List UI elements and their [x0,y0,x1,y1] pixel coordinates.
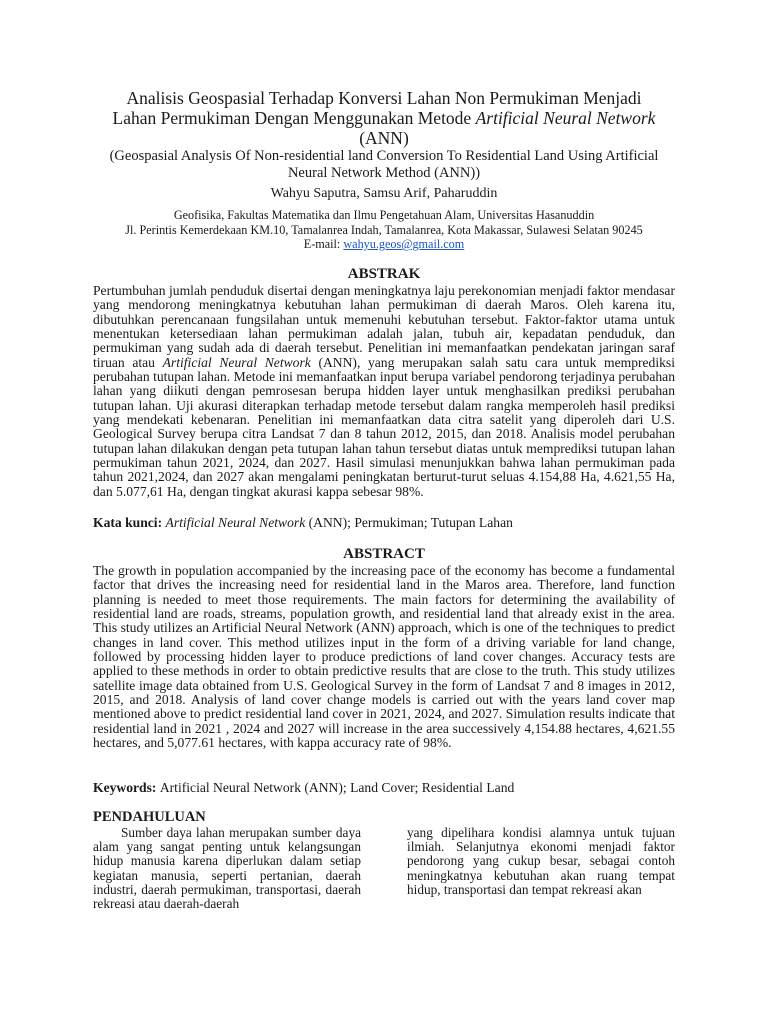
abstrak-text-italic: Artificial Neural Network [162,354,311,370]
section-heading-pendahuluan: PENDAHULUAN [93,809,206,825]
abstract-text: The growth in population accompanied by the increasing pace of the economy has become a fundamental factor that drives the increasing need for residential land in the Maros area. Therefore, land function planning is needed to meet those requirements. The main factors for determining the availability of residential land are roads, streams, population growth, and residential land that already exist in the area. This study utilizes an Artificial Neural Network (ANN) approach, which is one of the techniques to predict changes in land cover. This method utilizes input in the form of a driving variable for land change, followed by processing hidden layer to produce predictions of land cover changes. Accuracy tests are applied to these methods in order to obtain predictive results that are close to the truth. This study utilizes satellite image data obtained from U.S. Geological Survey in the form of Landsat 7 and 8 images in 2012, 2015, and 2018. Analysis of land cover change models is carried out with the years land cover map mentioned above to predict residential land cover in 2021, 2024, and 2027. Simulation results indicate that residential land in 2021 , 2024 and 2027 will increase in the area successively 4,154.88 hectares, 4,621.55 hectares, and 5,077.61 hectares, with kappa accuracy rate of 98%. [93,563,675,751]
abstrak-keywords [93,515,675,530]
abstrak-keywords-label: Kata kunci: [93,515,166,530]
abstrak-keywords-rest: (ANN); Permukiman; Tutupan Lahan [305,515,513,530]
address: Jl. Perintis Kemerdekaan KM.10, Tamalanrea Indah, Tamalanrea, Kota Makassar, Sulawesi Selatan 90245 [125,222,643,237]
title-line-2-italic: Artificial Neural Network [475,108,656,128]
abstract-keywords [93,780,675,795]
title-line-2: Lahan Permukiman Dengan Menggunakan Metode [112,108,476,128]
paper-title [96,88,672,148]
affiliation-block [60,208,708,252]
pendahuluan-column-left: Sumber daya lahan merupakan sumber daya alam yang sangat penting untuk kelangsungan hidup manusia karena diperlukan dalam setiap kegiatan manusia, seperti pertanian, daerah industri, daerah permukiman, transportasi, daerah rekreasi atau daerah-daerah [93,825,361,912]
title-line-1: Analisis Geospasial Terhadap Konversi Lahan Non Permukiman Menjadi [126,88,642,108]
abstract-heading: ABSTRACT [343,546,425,562]
title-line-3: (ANN) [359,128,409,148]
abstract-keywords-rest: Artificial Neural Network (ANN); Land Cover; Residential Land [159,780,515,795]
abstrak-keywords-italic: Artificial Neural Network [165,515,306,530]
abstrak-text [93,284,675,499]
abstrak-text-part-2: (ANN), yang merupakan salah satu cara untuk memprediksi perubahan tutupan lahan. Metode ini memanfaatkan input berupa variabel pendorong terjadinya perubahan lahan yang diikuti dengan pemrosesan berupa hidden layer untuk menghasilkan prediksi perubahan tutupan lahan. Uji akurasi diterapkan terhadap metode tersebut dalam rangka memperoleh hasil prediksi yang mendekati kebenaran. Penelitian ini memanfaatkan data citra satelit yang diperoleh dari U.S. Geological Survey berupa citra Landsat 7 dan 8 tahun 2012, 2015, dan 2018. Analisis model perubahan tutupan lahan dilakukan dengan peta tutupan lahan tahun tersebut diatas untuk memprediksi tutupan lahan permukiman tahun 2021, 2024, dan 2027. Hasil simulasi menunjukkan bahwa lahan permukiman pada tahun 2021,2024, dan 2027 akan mengalami peningkatan berturut-turut seluas 4.154,88 Ha, 4.621,55 Ha, dan 5.077,61 Ha, dengan tingkat akurasi kappa sebesar 98%. [93,354,675,499]
abstrak-heading: ABSTRAK [347,266,421,282]
abstract-keywords-label: Keywords: [93,780,160,795]
email-label: E-mail: [303,237,344,251]
email-link[interactable]: wahyu.geos@gmail.com [343,237,465,251]
institution: Geofisika, Fakultas Matematika dan Ilmu Pengetahuan Alam, Universitas Hasanuddin [173,208,595,222]
author-list: Wahyu Saputra, Samsu Arif, Paharuddin [270,186,498,201]
pendahuluan-column-right: yang dipelihara kondisi alamnya untuk tujuan ilmiah. Selanjutnya ekonomi menjadi faktor pendorong yang cukup besar, sebagai contoh meningkatnya kebutuhan akan ruang tempat hidup, transportasi dan tempat rekreasi akan [407,825,675,897]
email-line [60,237,708,252]
abstrak-text-part-1: Pertumbuhan jumlah penduduk disertai dengan meningkatnya laju perekonomian menjadi faktor mendasar yang mendorong meningkatnya kebutuhan lahan permukiman di daerah Maros. Oleh karena itu, dibutuhkan perencanaan fungsilahan untuk memenuhi kebutuhan tersebut. Faktor-faktor utama untuk menentukan ketersediaan lahan permukiman adalah jalan, tubuh air, kepadatan penduduk, dan permukiman yang sudah ada di daerah tersebut. Penelitian ini memanfaatkan pendekatan jaringan saraf tiruan atau [93,283,675,370]
paper-subtitle: (Geospasial Analysis Of Non-residential land Conversion To Residential Land Using Artificial Neural Network Method (ANN)) [109,148,659,181]
